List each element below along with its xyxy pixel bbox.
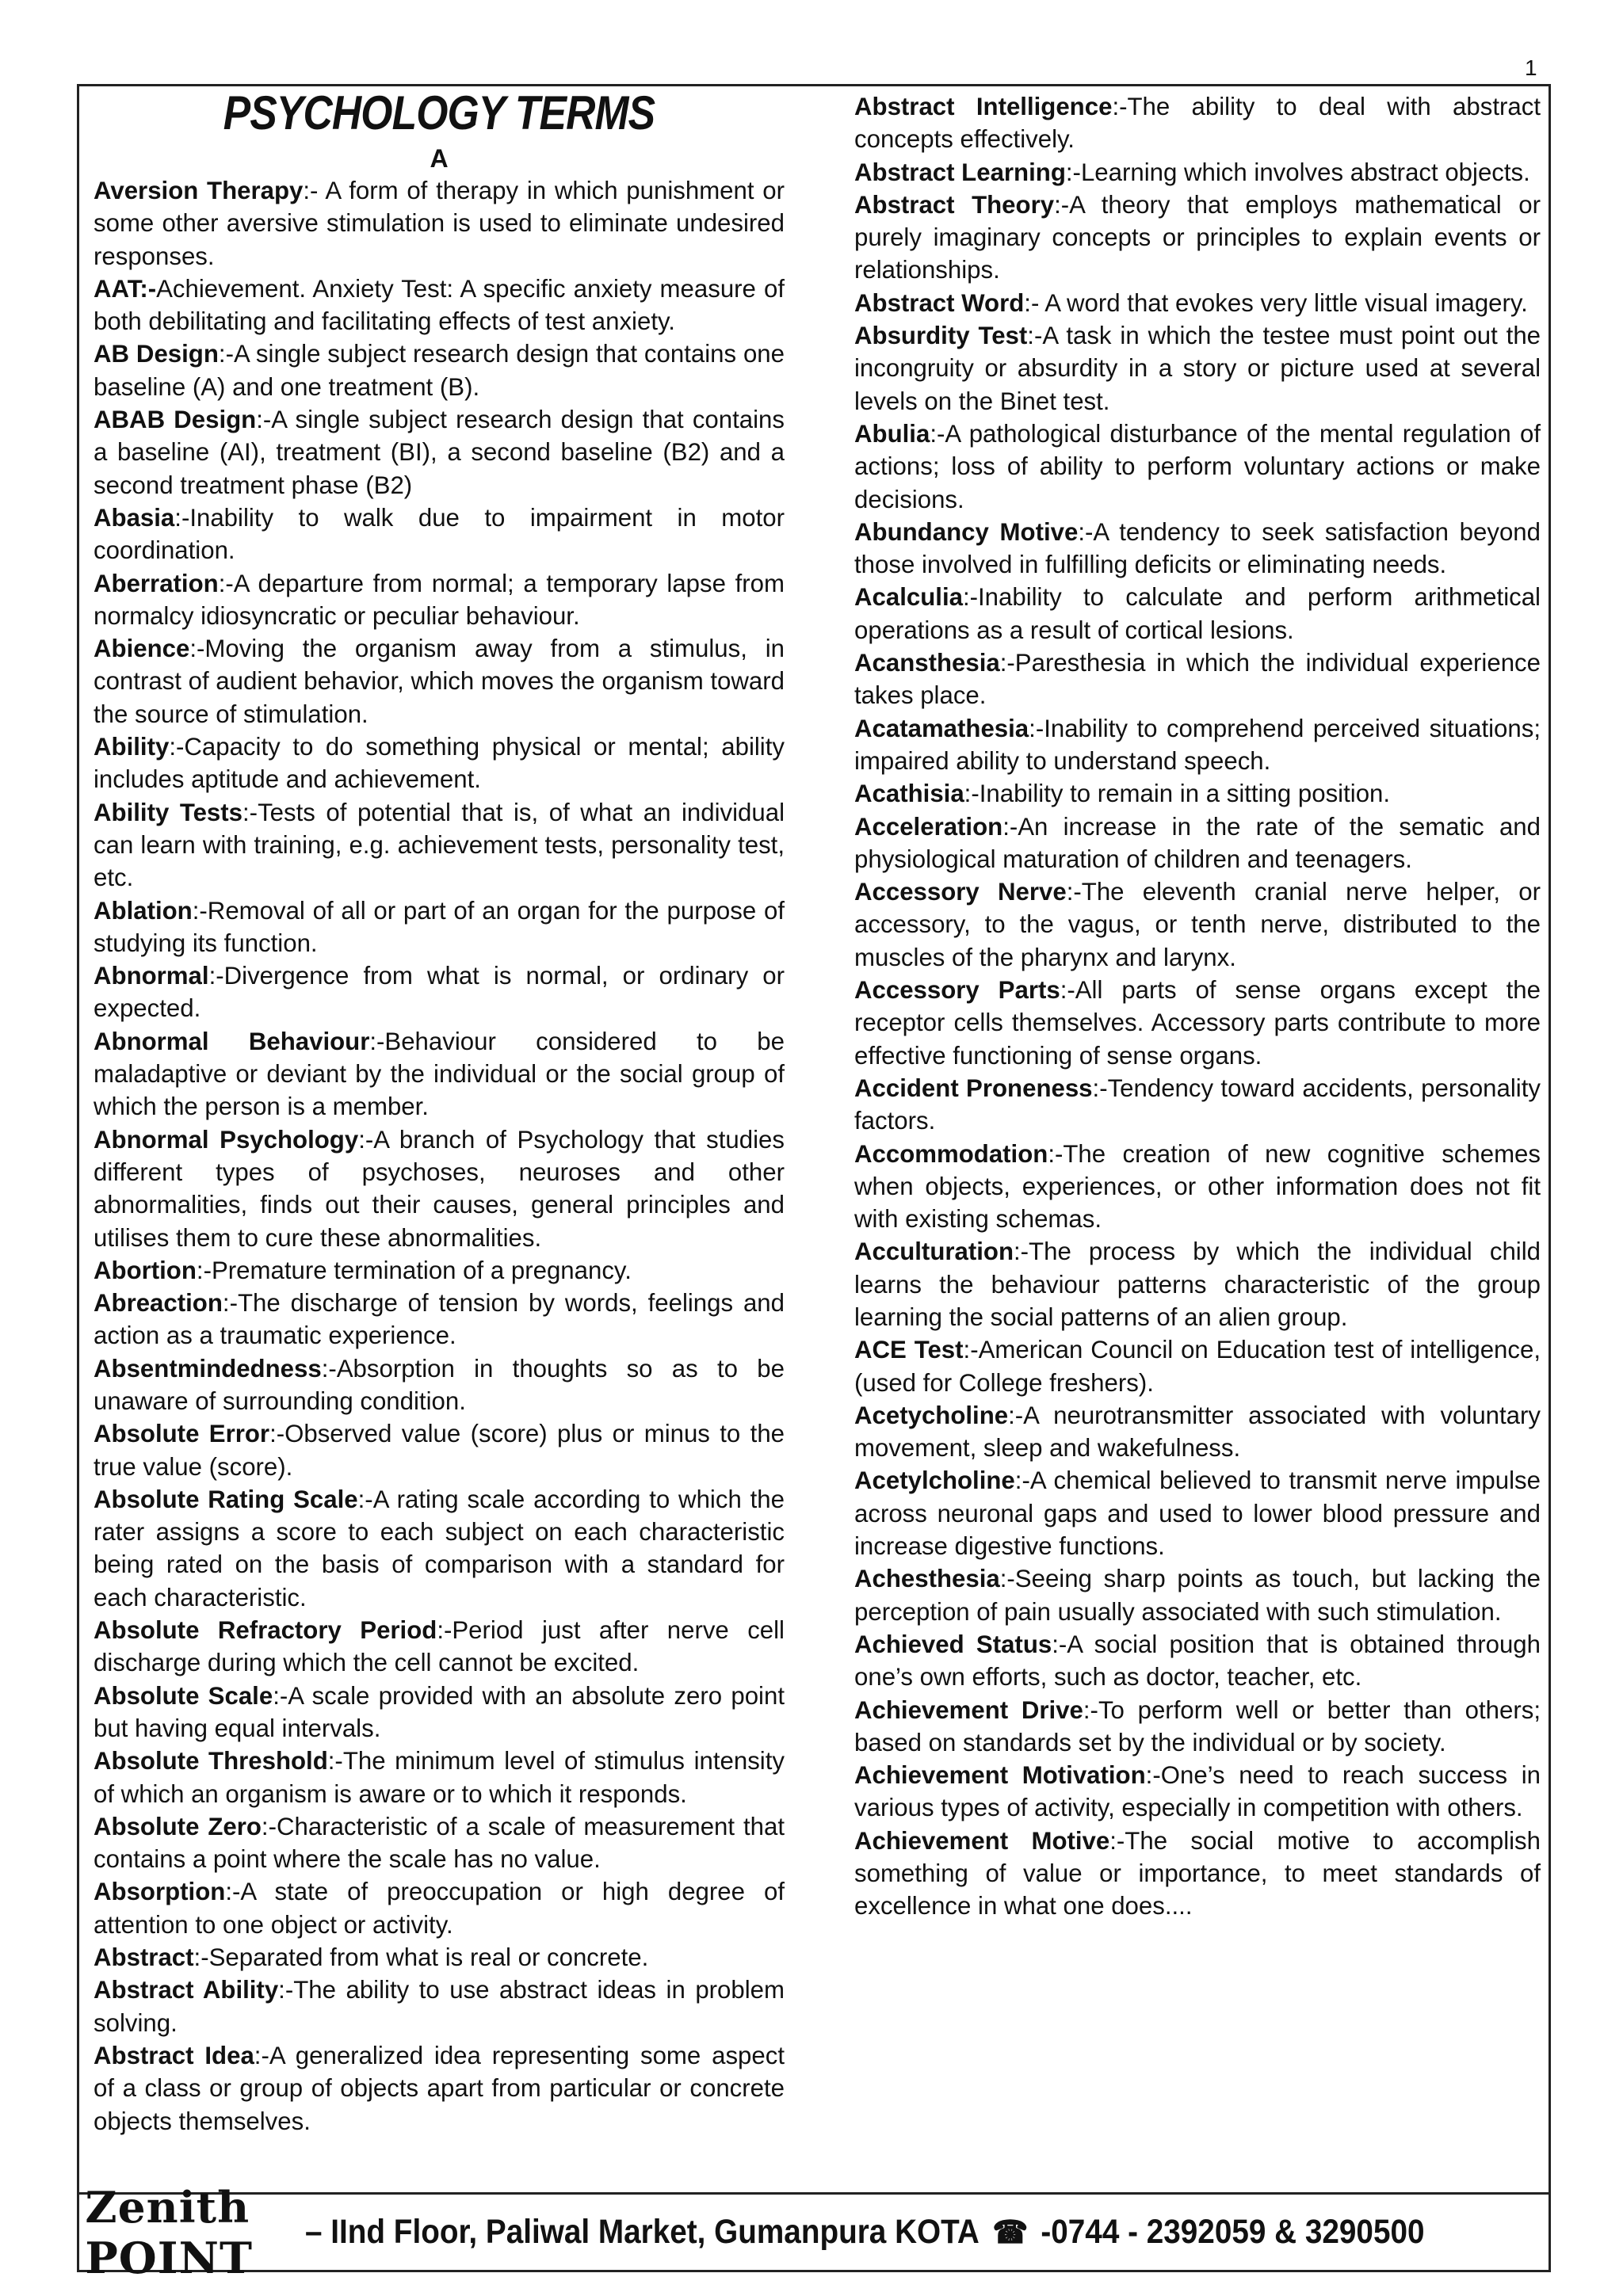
glossary-entry [854, 1072, 1541, 1138]
glossary-term: Abnormal [94, 962, 209, 990]
glossary-definition: :-Inability to walk due to impairment in motor coordination. [94, 503, 785, 565]
glossary-definition: :-A rating scale according to which the rater assigns a score to each subject on each characteristic being rated on the basis of comparison with a standard for each characteristic. [94, 1485, 785, 1611]
glossary-definition: :-Premature termination of a pregnancy. [196, 1256, 632, 1284]
glossary-term: Acalculia [854, 583, 963, 612]
glossary-definition: :-Divergence from what is normal, or ordinary or expected. [94, 962, 785, 1023]
glossary-entry [854, 287, 1541, 319]
glossary-entry [854, 1562, 1541, 1628]
glossary-term: Absolute Scale [94, 1681, 273, 1710]
glossary-definition: Achievement. Anxiety Test: A specific anxiety measure of both debilitating and facilitating effects of test anxiety. [94, 274, 785, 336]
glossary-definition: :-A single subject research design that contains one baseline (A) and one treatment (B). [94, 340, 785, 401]
glossary-definition: :-A tendency to seek satisfaction beyond those involved in fulfilling deficits or eliminating needs. [854, 517, 1541, 579]
glossary-term: Acansthesia [854, 649, 1000, 677]
glossary-definition: :-Inability to calculate and perform arithmetical operations as a result of cortical lesions. [854, 583, 1541, 644]
glossary-entry [94, 1941, 785, 1974]
glossary-term: Aversion Therapy [94, 177, 304, 204]
glossary-definition: :-A task in which the testee must point out the incongruity or absurdity in a story or picture used at several levels on the Binet test. [854, 322, 1541, 415]
glossary-entry [94, 632, 785, 730]
glossary-term: Aberration [94, 569, 219, 597]
glossary-definition: :-A departure from normal; a temporary lapse from normalcy idiosyncratic or peculiar behaviour. [94, 569, 785, 630]
glossary-entry [854, 156, 1541, 189]
glossary-term: Accessory Parts [854, 976, 1060, 1005]
glossary-term: Absurdity Test [854, 322, 1028, 350]
glossary-definition: :-To perform well or better than others; based on standards set by the individual or by society. [854, 1695, 1541, 1756]
glossary-definition: :-The minimum level of stimulus intensity of which an organism is aware or to which it responds. [94, 1747, 785, 1808]
footer-phone: -0744 - 2392059 & 3290500 [1040, 2213, 1425, 2251]
glossary-term: Abulia [854, 419, 930, 448]
glossary-entry [854, 1235, 1541, 1333]
glossary-entry [94, 1352, 785, 1418]
glossary-term: Abstract [94, 1943, 194, 1972]
glossary-definition: :-All parts of sense organs except the receptor cells themselves. Accessory parts contribute to more effective functioning of sense organs. [854, 976, 1541, 1070]
glossary-definition: :-The process by which the individual child learns the behaviour patterns characteristic of the group learning the social patterns of an alien group. [854, 1238, 1541, 1331]
glossary-entry [854, 581, 1541, 646]
glossary-definition: :-American Council on Education test of intelligence, (used for College freshers). [854, 1336, 1541, 1397]
glossary-term: Achieved Status [854, 1630, 1052, 1658]
glossary-term: Absolute Refractory Period [94, 1616, 437, 1645]
glossary-entry [94, 403, 785, 502]
glossary-definition: :-An increase in the rate of the sematic and physiological maturation of children and teenagers. [854, 812, 1541, 873]
glossary-entry [94, 1810, 785, 1876]
glossary-entry [854, 189, 1541, 287]
glossary-definition: :-Absorption in thoughts so as to be unaware of surrounding condition. [94, 1354, 785, 1415]
glossary-definition: :-Inability to comprehend perceived situations; impaired ability to understand speech. [854, 714, 1541, 775]
glossary-entry [854, 1694, 1541, 1760]
glossary-entry [854, 516, 1541, 582]
glossary-entry [94, 567, 785, 633]
glossary-definition: :-A generalized idea representing some aspect of a class or group of objects apart from particular or concrete objects themselves. [94, 2041, 785, 2135]
glossary-term: Accident Proneness [854, 1074, 1093, 1102]
page-number: 1 [1525, 55, 1537, 80]
glossary-entry [94, 1417, 785, 1483]
glossary-entry [94, 1025, 785, 1123]
glossary-definition: :-A pathological disturbance of the mental regulation of actions; loss of ability to perform voluntary actions or make decisions. [854, 419, 1541, 513]
telephone-icon: ☎ [991, 2215, 1028, 2250]
glossary-entry [94, 338, 785, 403]
glossary-definition: :-A neurotransmitter associated with voluntary movement, sleep and wakefulness. [854, 1401, 1541, 1463]
glossary-term: Acceleration [854, 812, 1003, 841]
glossary-term: Absentmindedness [94, 1354, 322, 1383]
glossary-term: Absolute Error [94, 1420, 270, 1448]
glossary-entry [854, 974, 1541, 1072]
glossary-term: Acetycholine [854, 1401, 1009, 1429]
glossary-definition: :-Separated from what is real or concrete. [193, 1943, 649, 1972]
glossary-term: Abience [94, 635, 190, 663]
glossary-entry [854, 646, 1541, 712]
glossary-entry [94, 1254, 785, 1287]
glossary-entry [94, 174, 785, 273]
glossary-definition: :-The eleventh cranial nerve helper, or accessory, to the vagus, or tenth nerve, distributed to the muscles of the pharynx and larynx. [854, 878, 1541, 971]
glossary-term: Absolute Rating Scale [94, 1485, 358, 1513]
glossary-definition: :-Removal of all or part of an organ for the purpose of studying its function. [94, 896, 785, 957]
footer-address: – IInd Floor, Paliwal Market, Gumanpura KOTA [304, 2213, 978, 2251]
glossary-term: Accessory Nerve [854, 878, 1067, 906]
glossary-definition: :-The creation of new cognitive schemes when objects, experiences, or other information does not fit with existing schemas. [854, 1139, 1541, 1234]
glossary-definition: :-Tendency toward accidents, personality factors. [854, 1074, 1541, 1135]
glossary-entry [94, 1875, 785, 1941]
glossary-term: Achesthesia [854, 1565, 1000, 1593]
glossary-entry [854, 1628, 1541, 1694]
glossary-term: Acathisia [854, 780, 964, 808]
glossary-entry [94, 2039, 785, 2138]
glossary-term: Ability [94, 733, 170, 761]
glossary-definition: :-The discharge of tension by words, feelings and action as a traumatic experience. [94, 1289, 785, 1350]
glossary-term: Abortion [94, 1256, 197, 1284]
glossary-entry [854, 1138, 1541, 1236]
glossary-entry [94, 1680, 785, 1745]
glossary-entry [94, 1287, 785, 1352]
glossary-entry [854, 1333, 1541, 1399]
glossary-entry [94, 959, 785, 1025]
glossary-term: Abstract Ability [94, 1976, 279, 2004]
glossary-definition: :- A form of therapy in which punishment or some other aversive stimulation is used to eliminate undesired responses. [94, 177, 785, 270]
glossary-term: Acetylcholine [854, 1466, 1015, 1495]
glossary-entry [94, 730, 785, 796]
glossary-term: Accommodation [854, 1139, 1048, 1168]
left-entry-list [94, 174, 785, 2138]
glossary-definition: :-A scale provided with an absolute zero point but having equal intervals. [94, 1681, 785, 1742]
glossary-definition: :-Behaviour considered to be maladaptive or deviant by the individual or the social group of which the person is a member. [94, 1027, 785, 1121]
glossary-definition: :-A social position that is obtained through one’s own efforts, such as doctor, teacher, etc. [854, 1630, 1541, 1691]
glossary-term: Abstract Intelligence [854, 93, 1113, 120]
glossary-definition: :-Observed value (score) plus or minus to the true value (score). [94, 1420, 785, 1481]
glossary-entry [854, 319, 1541, 418]
glossary-term: Achievement Motivation [854, 1761, 1146, 1790]
glossary-term: Achievement Motive [854, 1826, 1110, 1855]
glossary-term: Abundancy Motive [854, 517, 1079, 546]
glossary-definition: :-A single subject research design that contains a baseline (AI), treatment (BI), a second baseline (B2) and a second treatment phase (B2) [94, 406, 785, 499]
glossary-entry [854, 1759, 1541, 1825]
glossary-definition: :-Tests of potential that is, of what an individual can learn with training, e.g. achievement tests, personality test, etc. [94, 798, 785, 892]
left-column [94, 86, 785, 2138]
glossary-entry [94, 894, 785, 960]
glossary-definition: :-Period just after nerve cell discharge during which the cell cannot be excited. [94, 1616, 785, 1677]
glossary-entry [854, 712, 1541, 778]
glossary-definition: :-The social motive to accomplish something of value or importance, to meet standards of excellence in what one does.... [854, 1826, 1541, 1920]
glossary-entry [94, 1123, 785, 1254]
glossary-entry [94, 1745, 785, 1810]
glossary-term: Abnormal Behaviour [94, 1027, 370, 1055]
glossary-term: Ability Tests [94, 798, 243, 826]
glossary-term: Abstract Word [854, 288, 1025, 317]
footer-address-block [305, 2213, 1425, 2252]
right-entry-list [854, 90, 1541, 1923]
glossary-term: AB Design [94, 340, 219, 368]
glossary-term: Abreaction [94, 1289, 223, 1318]
footer-brand: Zenith POINT [85, 2181, 253, 2283]
right-column [854, 90, 1541, 1923]
glossary-definition: :-Seeing sharp points as touch, but lacking the perception of pain usually associated with such stimulation. [854, 1565, 1541, 1626]
glossary-definition: :-One’s need to reach success in various types of activity, especially in competition with others. [854, 1761, 1541, 1822]
glossary-definition: :-Inability to remain in a sitting position. [964, 780, 1391, 808]
glossary-term: Achievement Drive [854, 1695, 1083, 1724]
glossary-term: ACE Test [854, 1336, 964, 1364]
glossary-entry [854, 418, 1541, 516]
glossary-definition: :-Capacity to do something physical or mental; ability includes aptitude and achievement. [94, 733, 785, 794]
glossary-definition: :-A theory that employs mathematical or purely imaginary concepts or principles to explain events or relationships. [854, 190, 1541, 284]
glossary-entry [854, 90, 1541, 156]
glossary-definition: :-Characteristic of a scale of measurement that contains a point where the scale has no value. [94, 1812, 785, 1874]
glossary-definition: :-Paresthesia in which the individual experience takes place. [854, 649, 1541, 710]
glossary-entry [854, 1399, 1541, 1465]
glossary-term: Abasia [94, 503, 175, 532]
glossary-entry [854, 1825, 1541, 1923]
glossary-entry [854, 777, 1541, 810]
glossary-entry [94, 1974, 785, 2039]
footer-bar [77, 2181, 1551, 2283]
glossary-definition: :-A branch of Psychology that studies different types of psychoses, neuroses and other abnormalities, finds out their causes, general principles and utilises them to cure these abnormalities. [94, 1125, 785, 1252]
glossary-definition: :-The ability to deal with abstract concepts effectively. [854, 93, 1541, 154]
glossary-definition: :-A chemical believed to transmit nerve impulse across neuronal gaps and used to lower blood pressure and increase digestive functions. [854, 1466, 1541, 1561]
glossary-term: Ablation [94, 896, 193, 925]
glossary-definition: :- A word that evokes very little visual imagery. [1024, 288, 1528, 317]
glossary-entry [854, 810, 1541, 876]
glossary-term: AAT:- [94, 274, 157, 303]
glossary-entry [94, 796, 785, 894]
page-title: PSYCHOLOGY TERMS [223, 86, 655, 139]
glossary-definition: :-The ability to use abstract ideas in problem solving. [94, 1976, 785, 2037]
glossary-definition: :-Moving the organism away from a stimulus, in contrast of audient behavior, which moves the organism toward the source of stimulation. [94, 635, 785, 728]
glossary-definition: :-Learning which involves abstract objects. [1065, 158, 1530, 186]
glossary-entry [94, 502, 785, 567]
glossary-entry [94, 1483, 785, 1614]
glossary-term: Abstract Learning [854, 158, 1066, 186]
glossary-term: Absolute Threshold [94, 1747, 328, 1775]
glossary-term: Abnormal Psychology [94, 1125, 359, 1154]
glossary-term: ABAB Design [94, 406, 257, 434]
glossary-definition: :-A state of preoccupation or high degree of attention to one object or activity. [94, 1878, 785, 1939]
glossary-term: Abstract Theory [854, 190, 1055, 219]
glossary-term: Acatamathesia [854, 714, 1029, 742]
glossary-entry [94, 1614, 785, 1680]
glossary-entry [854, 875, 1541, 974]
section-letter: A [430, 144, 449, 173]
glossary-term: Absorption [94, 1878, 226, 1906]
glossary-entry [94, 273, 785, 338]
glossary-term: Abstract Idea [94, 2041, 254, 2069]
glossary-term: Acculturation [854, 1238, 1014, 1266]
glossary-entry [854, 1464, 1541, 1562]
glossary-term: Absolute Zero [94, 1812, 262, 1840]
